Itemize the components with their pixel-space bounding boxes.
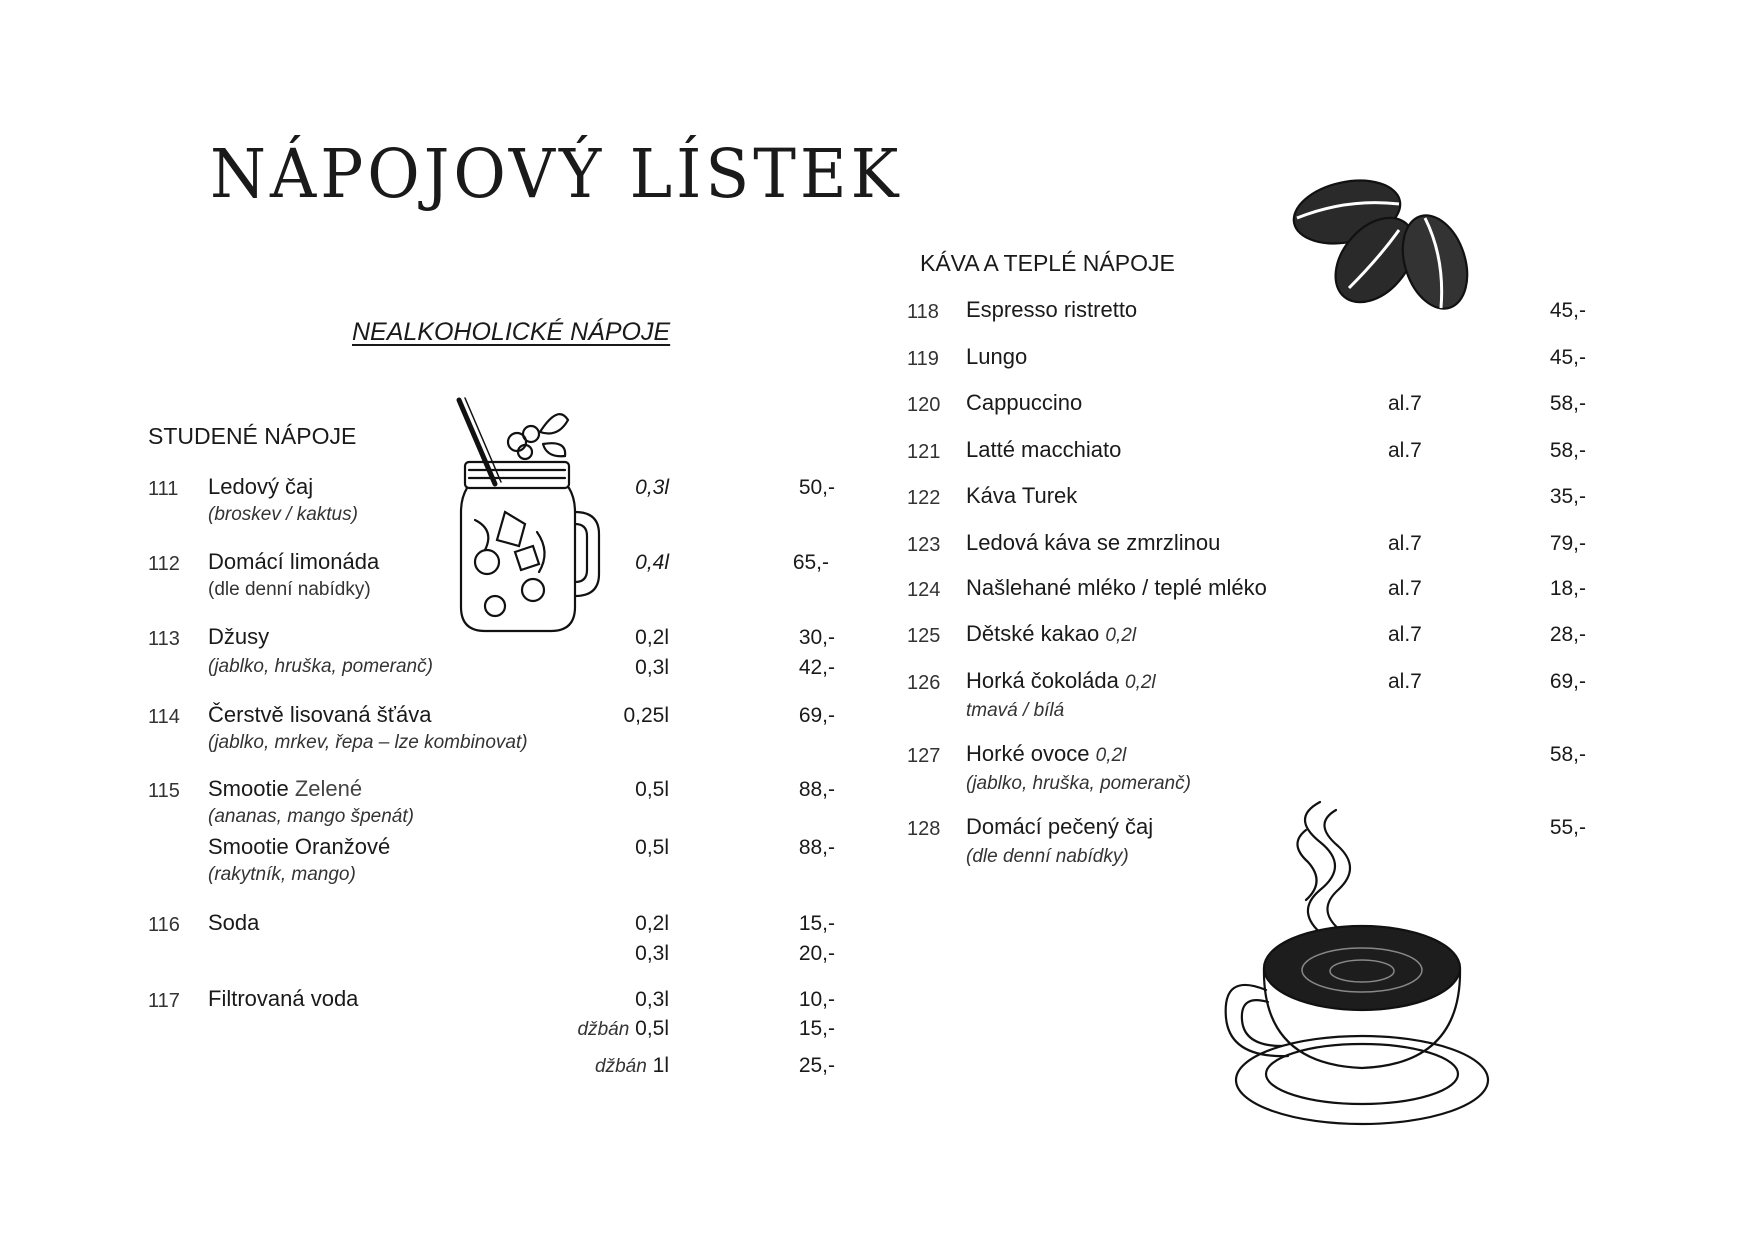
item-description: (broskev / kaktus) [208,504,358,525]
item-allergen: al.7 [1388,670,1422,693]
item-name: Domácí limonáda [208,549,380,574]
item-number: 128 [907,818,941,840]
item-volume-2: 0,3l [635,656,669,679]
item-number: 115 [148,780,180,802]
item-name: Lungo [966,344,1028,369]
jug-volume: 1l [652,1054,669,1077]
mason-jar-drink-illustration [445,392,605,637]
item-number: 119 [907,348,939,370]
item-name: Smootie [208,834,289,859]
item-volume-2 [509,1017,669,1041]
item-price: 58,- [1549,392,1586,415]
item-name-wrap [208,834,390,860]
item-description: (jablko, hruška, pomeranč) [966,773,1191,794]
item-price-2: 42,- [798,656,835,679]
item-allergen: al.7 [1388,577,1422,600]
item-number: 111 [148,478,179,500]
item-name: Domácí pečený čaj [966,814,1154,839]
item-allergen: al.7 [1388,532,1422,555]
item-volume: 0,4l [635,551,669,574]
item-name: Espresso ristretto [966,297,1138,322]
item-price: 30,- [798,626,835,649]
item-name-wrap [966,814,1153,840]
item-name: Horká čokoláda [966,668,1119,693]
item-name: Smootie [208,776,289,801]
item-number: 121 [907,441,941,463]
item-number: 116 [148,914,180,936]
item-number: 114 [148,706,180,728]
item-volume: 0,5l [635,836,669,859]
item-description: (dle denní nabídky) [966,846,1129,867]
item-price: 45,- [1549,299,1586,322]
item-price: 65,- [792,551,829,574]
item-number: 117 [148,990,180,1012]
item-volume: 0,2l [1095,745,1127,766]
item-volume: 0,3l [635,476,669,499]
hot-drinks-heading: KÁVA A TEPLÉ NÁPOJE [920,250,1175,276]
item-name-wrap [966,741,1126,767]
item-price-3: 25,- [798,1054,835,1077]
item-volume: 0,3l [635,988,669,1011]
page-title: NÁPOJOVÝ LÍSTEK [210,136,903,214]
item-allergen: al.7 [1388,623,1422,646]
item-volume-3 [509,1054,669,1078]
item-allergen: al.7 [1388,392,1422,415]
item-name-suffix: Zelené [294,776,363,801]
item-number: 112 [148,553,180,575]
item-price: 15,- [798,912,835,935]
item-price: 88,- [798,836,835,859]
item-price-2: 15,- [798,1017,835,1040]
item-description: (jablko, mrkev, řepa – lze kombinovat) [208,732,528,753]
item-number: 122 [907,487,941,509]
item-volume: 0,25l [623,704,669,727]
item-name: Soda [208,910,260,935]
item-name: Káva Turek [966,483,1078,508]
item-volume: 0,2l [1125,672,1156,693]
item-price: 58,- [1549,439,1586,462]
item-volume: 0,2l [635,912,669,935]
item-description: (ananas, mango špenát) [208,806,414,827]
item-number: 125 [907,625,941,647]
item-name: Dětské kakao [966,621,1100,646]
item-name: Džusy [208,624,270,649]
item-volume: 0,5l [635,778,669,801]
item-price: 69,- [798,704,835,727]
item-description: tmavá / bílá [966,700,1065,721]
item-volume: 0,2l [1105,625,1137,646]
item-price: 45,- [1549,346,1586,369]
item-name-wrap [966,575,1267,601]
item-name: Horké ovoce [966,741,1090,766]
item-name: Čerstvě lisovaná šťáva [208,702,432,727]
item-price: 88,- [798,778,835,801]
item-name-wrap [966,297,1137,323]
item-number: 113 [148,628,180,650]
item-description: (dle denní nabídky) [208,579,371,600]
cold-drinks-heading: STUDENÉ NÁPOJE [148,423,357,449]
item-number: 120 [907,394,941,416]
jug-volume: 0,5l [635,1017,669,1040]
item-name: Našlehané mléko / teplé mléko [966,575,1267,600]
coffee-cup-illustration [1212,790,1492,1140]
item-name-wrap [966,437,1121,463]
item-number: 123 [907,534,941,556]
item-price: 55,- [1549,816,1586,839]
item-price: 50,- [798,476,835,499]
item-number: 126 [907,672,941,694]
item-name: Latté macchiato [966,437,1122,462]
item-name-wrap [966,344,1027,370]
item-name: Ledová káva se zmrzlinou [966,530,1221,555]
item-name-suffix: Oranžové [294,834,391,859]
item-price: 35,- [1549,485,1586,508]
item-description: (rakytník, mango) [208,864,356,885]
item-price: 28,- [1549,623,1586,646]
item-name-wrap [966,668,1156,694]
item-name-wrap [208,776,362,802]
item-volume-2: 0,3l [635,942,669,965]
item-number: 118 [907,301,939,323]
item-price: 10,- [798,988,835,1011]
item-name: Ledový čaj [208,474,314,499]
jug-prefix: džbán [577,1019,630,1040]
item-price: 18,- [1549,577,1586,600]
item-price: 69,- [1549,670,1586,693]
item-name-wrap [966,483,1077,509]
item-name-wrap [966,390,1082,416]
item-allergen: al.7 [1388,439,1422,462]
item-name: Cappuccino [966,390,1083,415]
item-price-2: 20,- [798,942,835,965]
item-volume: 0,2l [635,626,669,649]
item-name-wrap [966,530,1220,556]
section-heading: NEALKOHOLICKÉ NÁPOJE [352,318,671,346]
item-number: 127 [907,745,941,767]
item-name-wrap [966,621,1136,647]
jug-prefix: džbán [595,1056,647,1077]
coffee-beans-illustration [1285,170,1475,315]
item-price: 79,- [1549,532,1586,555]
item-price: 58,- [1549,743,1586,766]
item-number: 124 [907,579,941,601]
item-name: Filtrovaná voda [208,986,359,1011]
item-description: (jablko, hruška, pomeranč) [208,656,433,677]
